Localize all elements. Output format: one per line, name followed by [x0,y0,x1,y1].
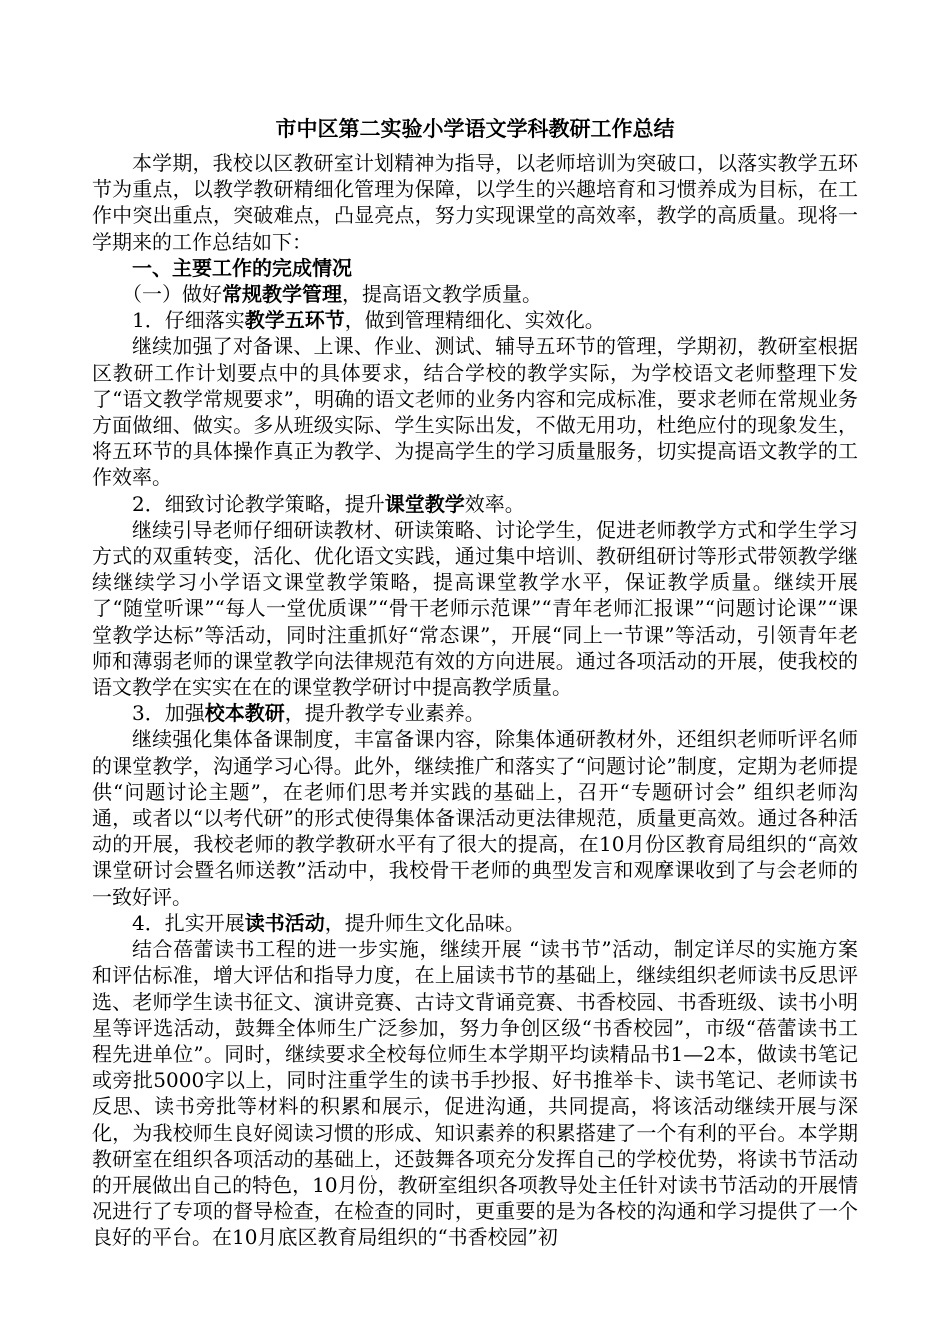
item-heading-2 [92,491,858,517]
item-3-prefix: 3．加强 [132,701,205,726]
subsection-prefix: （一）做好 [122,282,222,307]
item-3-suffix: ，提升教学专业素养。 [284,701,485,726]
item-1-prefix: 1．仔细落实 [132,308,245,333]
item-heading-1 [92,307,858,333]
item-heading-4 [92,910,858,936]
item-heading-3 [92,700,858,726]
item-4-emphasis: 读书活动 [244,910,325,935]
document-page [92,114,858,1251]
item-2-emphasis: 课堂教学 [384,491,465,516]
body-paragraph-2: 继续引导老师仔细研读教材、研读策略、讨论学生，促进老师教学方式和学生学习方式的双重转变，活化、优化语文实践，通过集中培训、教研组研讨等形式带领教学继续继续学习小学语文课堂教学策略，提高课堂教学水平，保证教学质量。继续开展了“随堂听课”“每人一堂优质课”“骨干老师示范课”“青年老师汇报课”“问题讨论课”“课堂教学达标”等活动，同时注重抓好“常态课”，开展“同上一节课”等活动，引领青年老师和薄弱老师的课堂教学向法律规范有效的方向进展。通过各项活动的开展，使我校的语文教学在实实在在的课堂教学研讨中提高教学质量。 [92,517,858,700]
item-2-prefix: 2．细致讨论教学策略，提升 [132,491,385,516]
subsection-suffix: ，提高语文教学质量。 [342,282,542,307]
item-3-emphasis: 校本教研 [204,701,285,726]
item-4-prefix: 4．扎实开展 [132,910,245,935]
subsection-emphasis: 常规教学管理 [222,282,342,307]
body-paragraph-3: 继续强化集体备课制度，丰富备课内容，除集体通研教材外，还组织老师听评名师的课堂教学，沟通学习心得。此外，继续推广和落实了“问题讨论”制度，定期为老师提供“问题讨论主题”，在老师们思考并实践的基础上，召开“专题研讨会” 组织老师沟通，或者以“以考代研”的形式使得集体备课活动更法律规范，质量更高效。通过各种活动的开展，我校老师的教学教研水平有了很大的提高，在10月份区教育局组织的“高效课堂研讨会暨名师送教”活动中，我校骨干老师的典型发言和观摩课收到了与会老师的一致好评。 [92,727,858,909]
body-paragraph-4: 结合蓓蕾读书工程的进一步实施，继续开展 “读书节”活动，制定详尽的实施方案和评估标准，增大评估和指导力度，在上届读书节的基础上，继续组织老师读书反思评选、老师学生读书征文、演讲竞赛、古诗文背诵竞赛、书香校园、书香班级、读书小明星等评选活动，鼓舞全体师生广泛参加，努力争创区级“书香校园”，市级“蓓蕾读书工程先进单位”。同时，继续要求全校每位师生本学期平均读精品书1—2本，做读书笔记或旁批5000字以上，同时注重学生的读书手抄报、好书推举卡、读书笔记、老师读书反思、读书旁批等材料的积累和展示，促进沟通，共同提高，将该活动继续开展与深化，为我校师生良好阅读习惯的形成、知识素养的积累搭建了一个有利的平台。本学期教研室在组织各项活动的基础上，还鼓舞各项充分发挥自己的学校优势，将读书节活动的开展做出自己的特色，10月份，教研室组织各项教导处主任针对读书节活动的开展情况进行了专项的督导检查，在检查的同时，更重要的是为各校的沟通和学习提供了一个良好的平台。在10月底区教育局组织的“书香校园”初 [92,937,858,1250]
item-4-suffix: ，提升师生文化品味。 [324,910,525,935]
item-1-emphasis: 教学五环节 [244,308,345,333]
body-paragraph-1: 继续加强了对备课、上课、作业、测试、辅导五环节的管理，学期初，教研室根据区教研工作计划要点中的具体要求，结合学校的教学实际，为学校语文老师整理下发了“语文教学常规要求”，明确的语文老师的业务内容和完成标准，要求老师在常规业务方面做细、做实。多从班级实际、学生实际出发，不做无用功，杜绝应付的现象发生，将五环节的具体操作真正为教学、为提高学生的学习质量服务，切实提高语文教学的工作效率。 [92,334,858,490]
item-2-suffix: 效率。 [464,491,525,516]
item-1-suffix: ，做到管理精细化、实效化。 [344,308,605,333]
subsection-heading [92,281,858,307]
section-heading: 一、主要工作的完成情况 [132,255,352,280]
intro-paragraph: 本学期，我校以区教研室计划精神为指导，以老师培训为突破口，以落实教学五环节为重点，以教学教研精细化管理为保障，以学生的兴趣培育和习惯养成为目标，在工作中突出重点，突破难点，凸显亮点，努力实现课堂的高效率，教学的高质量。现将一学期来的工作总结如下： [92,151,858,254]
document-title: 市中区第二实验小学语文学科教研工作总结 [275,117,675,141]
